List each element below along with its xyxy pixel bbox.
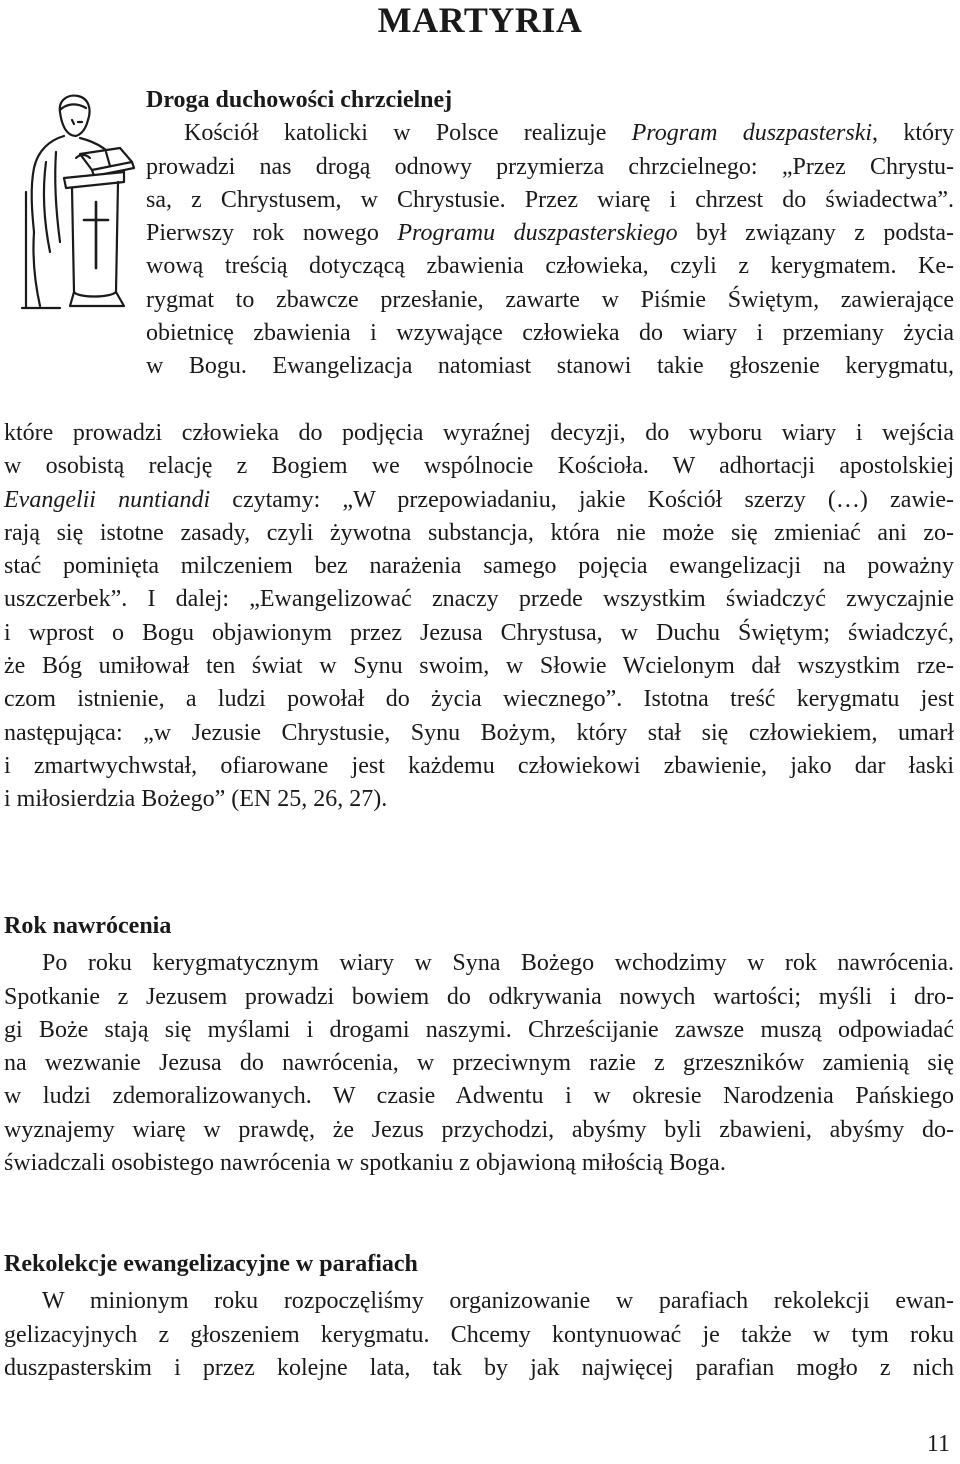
text-line: na wezwanie Jezusa do nawrócenia, w przeciwnym razie z grzeszników zamienią się [4,1050,954,1077]
paragraph-end [4,783,954,816]
text-span: Kościół katolicki w Polsce realizuje [184,120,632,147]
praying-figure-illustration [20,92,138,314]
section-rekolekcje [4,1248,954,1385]
text-line: w ludzi zdemoralizowanych. W czasie Adwentu i w okresie Narodzenia Pańskiego [4,1083,954,1110]
text-line: świadczali osobistego nawrócenia w spotkaniu z objawioną miłością Boga. [4,1150,726,1177]
text-line: stać pominięta milczeniem bez narażenia samego pojęcia ewangelizacji na poważny [4,553,954,580]
text-line: prowadzi nas drogą odnowy przymierza chrzcielnego: „Przez Chrystu- [146,153,954,180]
section-heading: Rekolekcje ewangelizacyjne w parafiach [4,1251,418,1277]
page-number: 11 [926,1431,950,1457]
italic-title: Program duszpasterski [631,120,873,147]
text-line: duszpasterskim i przez kolejne lata, tak by jak najwięcej parafian mogło z nich [4,1354,954,1381]
text-line: następująca: „w Jezusie Chrystusie, Synu Bożym, który stał się człowiekiem, umarł [4,719,954,746]
section-heading: Droga duchowości chrzcielnej [146,87,453,113]
text-line: W minionym roku rozpoczęliśmy organizowanie w parafiach rekolekcji ewan- [42,1288,954,1315]
text-line: że Bóg umiłował ten świat w Synu swoim, w Słowie Wcielonym dał wszystkim rze- [4,653,954,680]
text-line: Po roku kerygmatycznym wiary w Syna Bożego wchodzimy w rok nawrócenia. [42,950,954,977]
text-line: rają się istotne zasady, czyli żywotna substancja, która nie może się zmieniać ani zo- [4,519,954,546]
text-line: gi Boże stają się myślami i drogami naszymi. Chrześcijanie zawsze muszą odpowiadać [4,1016,954,1043]
text-span: czytamy: „W przepowiadaniu, jakie Kościół szerzy (…) zawie- [210,486,955,513]
text-line: które prowadzi człowieka do podjęcia wyraźnej decyzji, do wyboru wiary i wejścia [4,420,954,446]
text-span: Pierwszy rok nowego [146,220,398,247]
text-line: i wprost o Bogu objawionym przez Jezusa Chrystusa, w Duchu Świętym; świadczyć, [4,619,954,646]
paragraph [146,117,954,150]
section-droga [146,84,954,384]
text-line: wyznajemy wiarę w prawdę, że Jezus przychodzi, abyśmy byli zbawieni, abyśmy do- [4,1116,954,1143]
section-heading: Rok nawrócenia [4,913,172,939]
text-line: sa, z Chrystusem, w Chrystusie. Przez wiarę i chrzest do świadectwa”. [146,186,954,213]
paragraph [4,947,954,1147]
italic-title: Programu duszpasterskiego [397,220,678,247]
text-span: , który [872,120,954,147]
text-line: gelizacyjnych z głoszeniem kerygmatu. Chcemy kontynuować je także w tym roku [4,1321,954,1348]
text-line: rygmat to zbawcze przesłanie, zawarte w Piśmie Świętym, zawierające [146,286,954,313]
text-line: i zmartwychwstał, ofiarowane jest każdemu człowiekowi zbawienie, jako dar łaski [4,752,954,779]
section-rok-nawrocenia [4,910,954,1180]
italic-title: Evangelii nuntiandi [4,486,211,513]
paragraph-end [4,1147,954,1180]
text-line: w osobistą relację z Bogiem we wspólnocie Kościoła. W adhortacji apostolskiej [4,453,954,480]
text-line: uszczerbek”. I dalej: „Ewangelizować znaczy przede wszystkim świadczyć zwyczajnie [4,586,954,613]
paragraph-continued [4,417,954,783]
page-title: MARTYRIA [377,0,583,40]
text-line: Spotkanie z Jezusem prowadzi bowiem do odkrywania nowych wartości; myśli i dro- [4,983,954,1010]
section-droga-continued [4,417,954,817]
text-line: w Bogu. Ewangelizacja natomiast stanowi takie głoszenie kerygmatu, [146,353,954,380]
text-line: wową treścią dotyczącą zbawienia człowieka, czyli z kerygmatem. Ke- [146,253,954,280]
text-line: obietnicę zbawienia i wzywające człowieka do wiary i przemiany życia [146,320,954,347]
text-line: i miłosierdzia Bożego” (EN 25, 26, 27). [4,786,388,813]
text-line: czom istnienie, a ludzi powołał do życia wiecznego”. Istotna treść kerygmatu jest [4,686,954,713]
paragraph-continued [146,151,954,384]
paragraph [4,1285,954,1385]
text-span: był związany z podsta- [677,220,954,247]
